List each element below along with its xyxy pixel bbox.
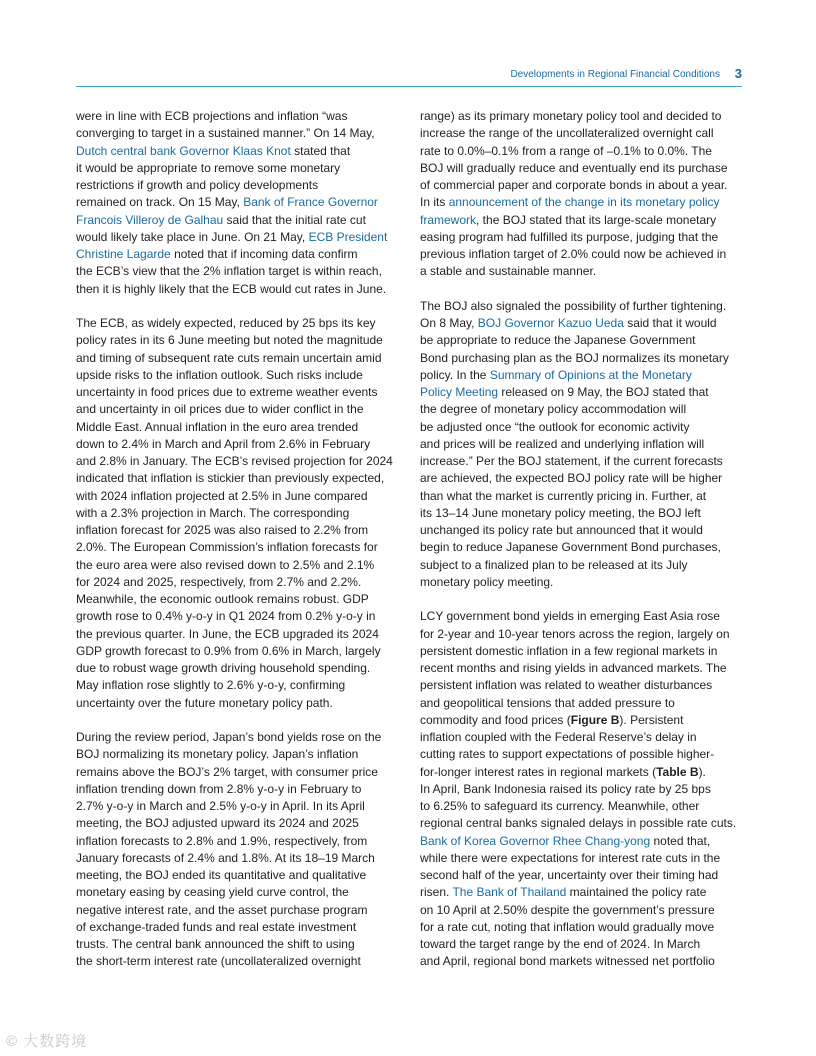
figure-table-reference: Table B bbox=[656, 764, 699, 779]
text-line: the degree of monetary policy accommodation will bbox=[420, 402, 687, 417]
hyperlink[interactable]: The Bank of Thailand bbox=[452, 885, 567, 900]
text-line: Dutch central bank Governor Klaas Knot stated that bbox=[76, 143, 351, 158]
text-line: the euro area were also revised down to 2.5% and 2.1% bbox=[76, 557, 375, 572]
text-line: growth rose to 0.4% y-o-y in Q1 2024 from 0.2% y-o-y in bbox=[76, 609, 376, 624]
text-line: were in line with ECB projections and inflation “was bbox=[76, 109, 348, 123]
text-line: Meanwhile, the economic outlook remains robust. GDP bbox=[76, 592, 369, 606]
text-line: upside risks to the inflation outlook. Such risks include bbox=[76, 367, 363, 382]
text-line: and April, regional bond markets witnessed net portfolio bbox=[420, 954, 715, 969]
text-line: subject to a finalized plan to be released at its July bbox=[420, 557, 688, 572]
text-line: recent months and rising yields in advanced markets. The bbox=[420, 661, 727, 675]
paragraph-japan-bond-yields bbox=[76, 729, 398, 971]
text-line: persistent domestic inflation in a few regional markets in bbox=[420, 643, 718, 658]
text-line: uncertainty over the future monetary policy path. bbox=[76, 695, 333, 710]
hyperlink[interactable]: Bank of France Governor bbox=[243, 195, 378, 210]
text-line: and uncertainty in oil prices due to wider conflict in the bbox=[76, 402, 364, 417]
right-column bbox=[420, 108, 742, 971]
hyperlink[interactable]: announcement of the change in its monetary policy bbox=[448, 195, 720, 210]
text-line: trusts. The central bank announced the shift to using bbox=[76, 937, 355, 951]
text-line: are achieved, the expected BOJ policy rate will be higher bbox=[420, 471, 723, 486]
text-line: LCY government bond yields in emerging East Asia rose bbox=[420, 609, 720, 624]
text-line: inflation forecasts to 2.8% and 1.9%, respectively, from bbox=[76, 833, 368, 848]
text-line: its 13–14 June monetary policy meeting, the BOJ left bbox=[420, 505, 701, 520]
text-line: down to 2.4% in March and April from 2.6% in February bbox=[76, 436, 371, 451]
paragraph-boj-policy-tool bbox=[420, 108, 742, 281]
text-line: than what the market is currently pricing in. Further, at bbox=[420, 488, 707, 503]
text-line: May inflation rose slightly to 2.6% y-o-y, confirming bbox=[76, 678, 346, 693]
text-line: inflation coupled with the Federal Reserve’s delay in bbox=[420, 730, 697, 744]
left-column bbox=[76, 108, 398, 971]
text-line: cutting rates to support expectations of possible higher- bbox=[420, 747, 715, 762]
text-line: negative interest rate, and the asset purchase program bbox=[76, 902, 368, 917]
text-line: for a rate cut, noting that inflation would gradually move bbox=[420, 919, 715, 934]
running-header bbox=[76, 66, 742, 87]
hyperlink[interactable]: Christine Lagarde bbox=[76, 247, 171, 261]
watermark-text: © 大数跨境 bbox=[6, 1033, 88, 1050]
hyperlink[interactable]: Dutch central bank Governor Klaas Knot bbox=[76, 143, 291, 158]
text-line: of exchange-traded funds and real estate investment bbox=[76, 919, 357, 934]
text-line: a stable and sustainable manner. bbox=[420, 264, 597, 279]
text-line: due to robust wage growth driving household spending. bbox=[76, 661, 371, 675]
text-line: with 2024 inflation projected at 2.5% in June compared bbox=[76, 488, 368, 503]
text-line: be appropriate to reduce the Japanese Government bbox=[420, 333, 696, 348]
text-line: Policy Meeting released on 9 May, the BOJ stated that bbox=[420, 385, 709, 399]
text-line: for-longer interest rates in regional markets (Table B). bbox=[420, 764, 706, 779]
text-line: toward the target range by the end of 2024. In March bbox=[420, 937, 701, 951]
text-line: while there were expectations for interest rate cuts in the bbox=[420, 850, 721, 865]
text-line: would likely take place in June. On 21 May, ECB President bbox=[76, 229, 388, 244]
text-line: with a 2.3% projection in March. The corresponding bbox=[76, 505, 350, 520]
text-line: inflation forecast for 2025 was also raised to 2.2% from bbox=[76, 523, 369, 537]
text-line: easing program had fulfilled its purpose, judging that the bbox=[420, 229, 719, 244]
text-line: second half of the year, uncertainty over their timing had bbox=[420, 868, 719, 882]
text-line: inflation trending down from 2.8% y-o-y in February to bbox=[76, 781, 362, 796]
text-line: Bond purchasing plan as the BOJ normalizes its monetary bbox=[420, 350, 729, 365]
hyperlink[interactable]: Summary of Opinions at the Monetary bbox=[489, 367, 692, 382]
paragraph-emerging-east-asia-yields bbox=[420, 608, 742, 970]
page-number: 3 bbox=[734, 66, 742, 81]
paragraph-ecb-statements bbox=[76, 108, 398, 298]
text-line: risen. The Bank of Thailand maintained the policy rate bbox=[420, 885, 707, 900]
text-line: 2.7% y-o-y in March and 2.5% y-o-y in April. In its April bbox=[76, 799, 365, 813]
hyperlink[interactable]: BOJ Governor Kazuo Ueda bbox=[477, 316, 624, 330]
text-line: In its announcement of the change in its monetary policy bbox=[420, 195, 720, 210]
text-line: then it is highly likely that the ECB would cut rates in June. bbox=[76, 281, 387, 296]
text-line: be adjusted once “the outlook for economic activity bbox=[420, 419, 690, 434]
text-line: policy rates in its 6 June meeting but noted the magnitude bbox=[76, 333, 383, 348]
text-line: Middle East. Annual inflation in the euro area trended bbox=[76, 419, 359, 434]
text-line: it would be appropriate to remove some monetary bbox=[76, 160, 341, 175]
hyperlink[interactable]: ECB President bbox=[308, 229, 388, 244]
text-line: remained on track. On 15 May, Bank of France Governor bbox=[76, 195, 378, 210]
text-line: the ECB’s view that the 2% inflation target is within reach, bbox=[76, 264, 382, 279]
text-line: indicated that inflation is stickier than previously expected, bbox=[76, 471, 385, 486]
text-line: Christine Lagarde noted that if incoming data confirm bbox=[76, 247, 358, 261]
text-line: increase.” Per the BOJ statement, if the current forecasts bbox=[420, 454, 723, 468]
paragraph-ecb-rate-cut bbox=[76, 315, 398, 712]
text-line: Francois Villeroy de Galhau said that the initial rate cut bbox=[76, 212, 366, 227]
text-line: of commercial paper and corporate bonds in about a year. bbox=[420, 178, 728, 192]
text-line: the short-term interest rate (uncollateralized overnight bbox=[76, 954, 361, 969]
text-line: for 2024 and 2025, respectively, from 2.7% and 2.2%. bbox=[76, 574, 362, 589]
text-line: uncertainty in food prices due to extreme weather events bbox=[76, 385, 378, 399]
text-line: remains above the BOJ’s 2% target, with consumer price bbox=[76, 764, 378, 779]
text-line: January forecasts of 2.4% and 1.8%. At its 18–19 March bbox=[76, 850, 375, 865]
text-line: and 2.8% in January. The ECB’s revised projection for 2024 bbox=[76, 454, 393, 468]
text-line: meeting, the BOJ adjusted upward its 2024 and 2025 bbox=[76, 816, 359, 831]
text-line: GDP growth forecast to 0.9% from 0.6% in March, largely bbox=[76, 643, 381, 658]
text-line: to 6.25% to safeguard its currency. Meanwhile, other bbox=[420, 799, 700, 813]
text-line: policy. In the Summary of Opinions at the Monetary bbox=[420, 367, 692, 382]
text-line: During the review period, Japan’s bond yields rose on the bbox=[76, 730, 382, 744]
hyperlink[interactable]: Bank of Korea Governor Rhee Chang-yong bbox=[420, 833, 651, 848]
text-line: and timing of subsequent rate cuts remain uncertain amid bbox=[76, 350, 382, 365]
text-line: unchanged its policy rate but announced that it would bbox=[420, 523, 703, 537]
text-line: and geopolitical tensions that added pressure to bbox=[420, 695, 675, 710]
hyperlink[interactable]: Francois Villeroy de Galhau bbox=[76, 212, 224, 227]
hyperlink[interactable]: framework bbox=[420, 212, 477, 227]
text-line: framework, the BOJ stated that its large-scale monetary bbox=[420, 212, 717, 227]
text-line: the previous quarter. In June, the ECB upgraded its 2024 bbox=[76, 626, 379, 641]
text-line: BOJ normalizing its monetary policy. Japan’s inflation bbox=[76, 747, 359, 762]
text-line: BOJ will gradually reduce and eventually end its purchase bbox=[420, 160, 728, 175]
text-line: previous inflation target of 2.0% could now be achieved in bbox=[420, 247, 727, 261]
text-line: regional central banks signaled delays in possible rate cuts. bbox=[420, 816, 737, 831]
paragraph-boj-tightening bbox=[420, 298, 742, 591]
text-line: Bank of Korea Governor Rhee Chang-yong noted that, bbox=[420, 833, 711, 848]
text-line: On 8 May, BOJ Governor Kazuo Ueda said that it would bbox=[420, 316, 717, 330]
text-line: rate to 0.0%–0.1% from a range of –0.1% to 0.0%. The bbox=[420, 143, 712, 158]
text-line: In April, Bank Indonesia raised its policy rate by 25 bps bbox=[420, 781, 711, 796]
text-line: The ECB, as widely expected, reduced by 25 bps its key bbox=[76, 316, 376, 330]
text-line: for 2-year and 10-year tenors across the region, largely on bbox=[420, 626, 730, 641]
text-line: commodity and food prices (Figure B). Persistent bbox=[420, 712, 684, 727]
hyperlink[interactable]: Policy Meeting bbox=[420, 385, 499, 399]
figure-table-reference: Figure B bbox=[570, 712, 620, 727]
text-line: meeting, the BOJ ended its quantitative and qualitative bbox=[76, 868, 367, 882]
text-line: restrictions if growth and policy developments bbox=[76, 178, 319, 192]
text-line: The BOJ also signaled the possibility of further tightening. bbox=[420, 298, 727, 313]
text-line: range) as its primary monetary policy tool and decided to bbox=[420, 109, 722, 123]
text-line: converging to target in a sustained manner.” On 14 May, bbox=[76, 126, 375, 141]
text-line: 2.0%. The European Commission’s inflation forecasts for bbox=[76, 540, 378, 555]
text-line: monetary policy meeting. bbox=[420, 574, 554, 589]
text-line: monetary easing by ceasing yield curve control, the bbox=[76, 885, 349, 900]
text-line: begin to reduce Japanese Government Bond purchases, bbox=[420, 540, 721, 555]
text-line: persistent inflation was related to weather disturbances bbox=[420, 678, 713, 693]
running-header-title: Developments in Regional Financial Conditions bbox=[510, 69, 720, 80]
text-line: increase the range of the uncollateralized overnight call bbox=[420, 126, 714, 141]
text-line: on 10 April at 2.50% despite the government’s pressure bbox=[420, 902, 715, 917]
text-line: and prices will be realized and underlying inflation will bbox=[420, 436, 705, 451]
